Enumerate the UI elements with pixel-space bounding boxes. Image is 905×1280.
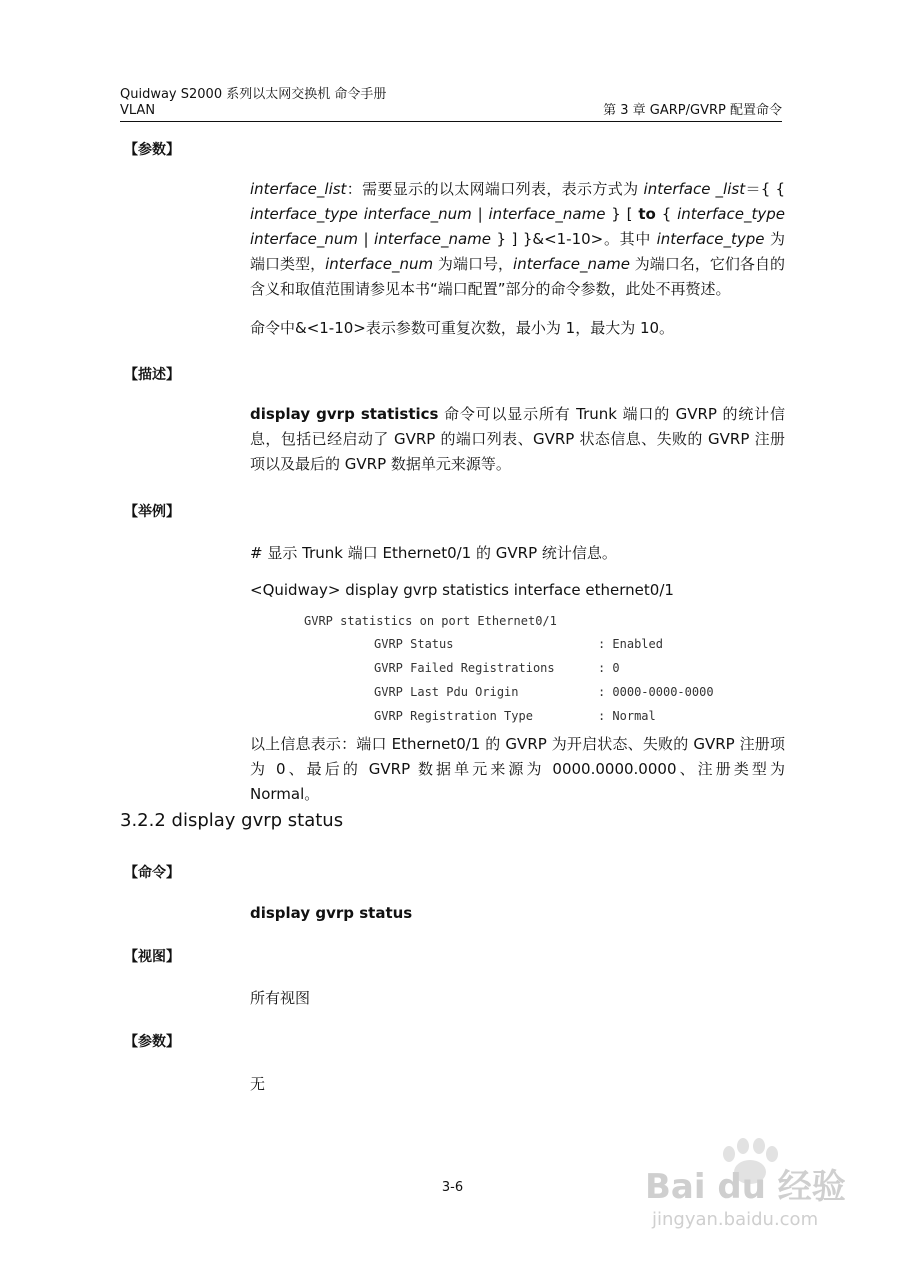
section-heading-example: 【举例】 xyxy=(124,504,180,520)
section-heading-description: 【描述】 xyxy=(124,367,180,383)
section-heading-params: 【参数】 xyxy=(124,142,180,158)
section-heading-params-2: 【参数】 xyxy=(124,1034,180,1050)
header-chapter-topic: VLAN xyxy=(120,103,156,118)
example-output-row: GVRP Failed Registrations : 0 xyxy=(374,661,620,675)
section-heading-view: 【视图】 xyxy=(124,949,180,965)
section-heading-command: 【命令】 xyxy=(124,865,180,881)
watermark-logo: Bai du 经验 xyxy=(645,1167,846,1207)
params-repeat-note: 命令中&<1-10>表示参数可重复次数，最小为 1，最大为 10。 xyxy=(250,319,675,337)
subsection-title: 3.2.2 display gvrp status xyxy=(120,810,344,831)
header-manual-title: Quidway S2000 系列以太网交换机 命令手册 xyxy=(120,87,387,102)
command-syntax: display gvrp status xyxy=(250,904,413,922)
params-value: 无 xyxy=(250,1075,266,1093)
example-explanation: 以上信息表示：端口 Ethernet0/1 的 GVRP 为开启状态、失败的 GVRP 注册项为 0、最后的 GVRP 数据单元来源为 0000.0000.0000、注册类型为 Normal。 xyxy=(250,735,785,803)
header-rule xyxy=(120,121,782,122)
page-number: 3-6 xyxy=(441,1180,464,1195)
example-output-row: GVRP Registration Type : Normal xyxy=(374,709,656,723)
example-output-row: GVRP Status : Enabled xyxy=(374,637,663,651)
example-command: <Quidway> display gvrp statistics interface ethernet0/1 xyxy=(250,581,674,599)
view-value: 所有视图 xyxy=(250,989,311,1007)
example-output-title: GVRP statistics on port Ethernet0/1 xyxy=(304,614,557,628)
watermark-url: jingyan.baidu.com xyxy=(652,1209,819,1230)
params-paragraph: interface_list：需要显示的以太网端口列表，表示方式为 interface _list＝{ { interface_type interface_num | interface_name } [ to { interface_type interface_num | interface_name } ] }&<1-10>。其中 interface_type 为端口类型，interface_num 为端口号，interface_name 为端口名，它们各自的含义和取值范围请参见本书“端口配置”部分的命令参数，此处不再赘述。 xyxy=(250,180,785,298)
example-output-row: GVRP Last Pdu Origin : 0000-0000-0000 xyxy=(374,685,714,699)
example-comment: # 显示 Trunk 端口 Ethernet0/1 的 GVRP 统计信息。 xyxy=(250,544,617,562)
header-chapter-title: 第 3 章 GARP/GVRP 配置命令 xyxy=(603,103,782,118)
description-command: display gvrp statistics xyxy=(250,405,439,423)
description-paragraph: display gvrp statistics 命令可以显示所有 Trunk 端口的 GVRP 的统计信息，包括已经启动了 GVRP 的端口列表、GVRP 状态信息、失败的 GVRP 注册项以及最后的 GVRP 数据单元来源等。 xyxy=(250,405,785,473)
